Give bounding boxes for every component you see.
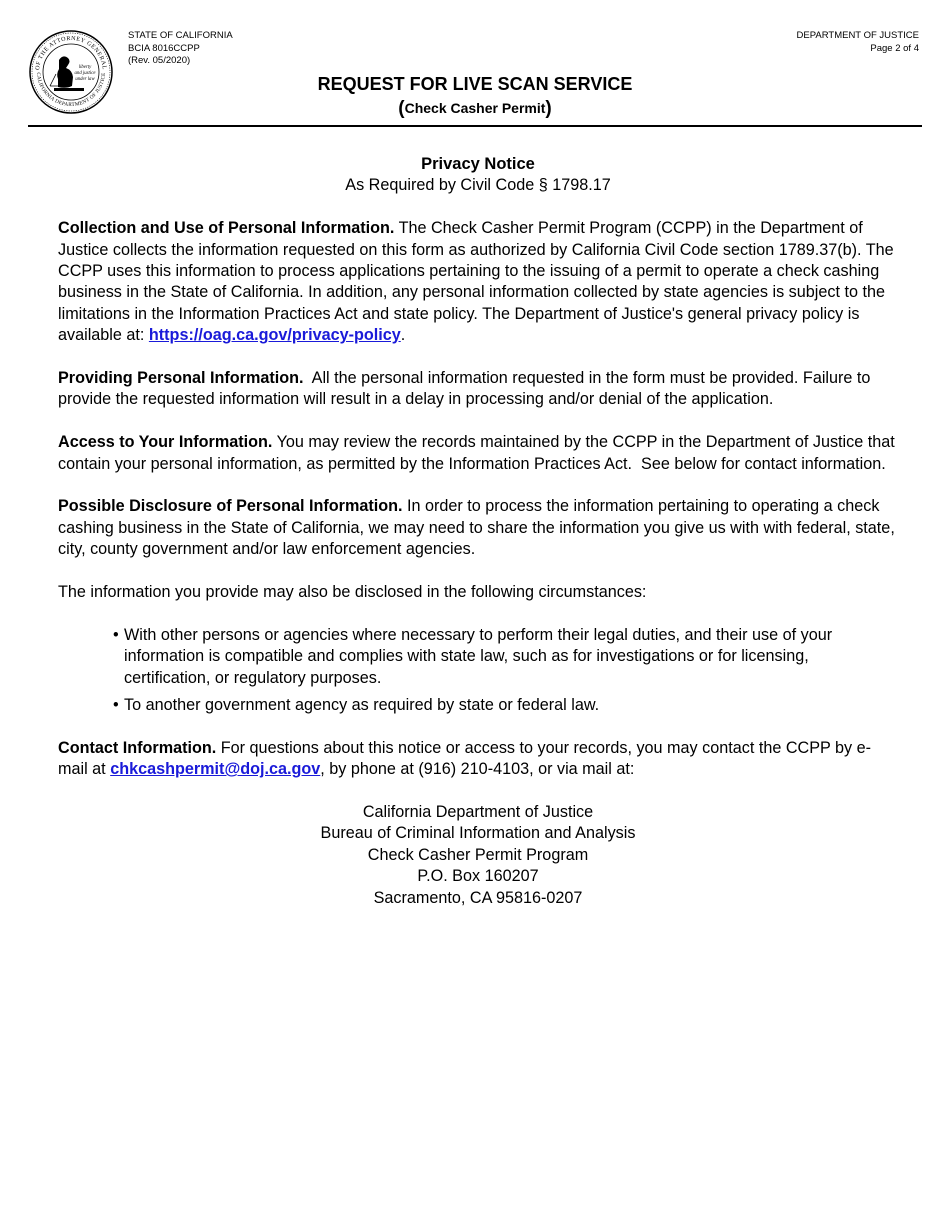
address-line: P.O. Box 160207	[417, 867, 539, 886]
disclosure-heading: Possible Disclosure of Personal Information.	[58, 497, 403, 516]
address-line: California Department of Justice	[362, 803, 594, 822]
seal-bottom-text: CALIFORNIA DEPARTMENT OF JUSTICE	[34, 72, 108, 109]
subtitle-open-paren: (	[398, 98, 405, 119]
state-label: STATE OF CALIFORNIA	[128, 30, 233, 41]
svg-text:OF THE ATTORNEY GENERAL	[35, 36, 107, 71]
address-line: Bureau of Criminal Information and Analysis	[320, 824, 636, 843]
subtitle-close-paren: )	[545, 98, 552, 119]
form-title: REQUEST FOR LIVE SCAN SERVICE	[317, 74, 633, 94]
contact-email-link[interactable]: chkcashpermit@doj.ca.gov	[110, 760, 321, 779]
header-divider	[28, 125, 922, 127]
collection-heading: Collection and Use of Personal Information.	[58, 219, 395, 238]
contact-text-1: For questions about this notice or access to your records, you may contact the CCPP by e-mail at	[58, 738, 871, 779]
revision-date: (Rev. 05/2020)	[128, 55, 191, 66]
collection-period: .	[400, 326, 406, 345]
providing-text: All the personal information requested in the form must be provided. Failure to provide the requested information will result in a delay in processing and/or denial of the application.	[58, 369, 875, 409]
bullet-text: To another government agency as required by state or federal law.	[124, 696, 600, 715]
seal-top-text: OF THE ATTORNEY GENERAL	[34, 35, 107, 71]
contact-paragraph	[58, 738, 898, 781]
privacy-policy-link[interactable]: https://oag.ca.gov/privacy-policy	[148, 326, 401, 345]
access-heading: Access to Your Information.	[58, 433, 273, 452]
disclosure-list	[113, 625, 898, 717]
header-left-block	[128, 30, 233, 68]
collection-paragraph	[58, 218, 898, 346]
privacy-notice-body	[58, 154, 898, 909]
disclosure-paragraph	[58, 496, 898, 560]
form-subtitle	[0, 97, 950, 119]
address-line: Check Casher Permit Program	[367, 845, 589, 864]
providing-paragraph	[58, 368, 898, 411]
seal-motto-1: liberty	[78, 65, 92, 70]
collection-text: The Check Casher Permit Program (CCPP) in the Department of Justice collects the information requested on this form as authorized by California Civil Code section 1789.37(b). The CCPP uses this information to process applications pertaining to the issuing of a permit to operate a check cashing business in the State of California. In addition, any personal information collected by state agencies is subject to the limitations in the Information Practices Act and state policy. The Department of Justice's general privacy policy is available at:	[58, 219, 894, 345]
list-item: • With other persons or agencies where necessary to perform their legal duties, and their use of your information is compatible and complies with state law, such as for investigations or for licensing, certification, or regulatory purposes.	[113, 625, 833, 687]
bullet-text: With other persons or agencies where necessary to perform their legal duties, and their use of your information is compatible and complies with state law, such as for investigations or for licensing, certification, or regulatory purposes.	[124, 625, 833, 687]
subtitle-text: Check Casher Permit	[404, 100, 546, 116]
address-line: Sacramento, CA 95816-0207	[373, 888, 583, 907]
also-disclosed-text: The information you provide may also be disclosed in the following circumstances:	[58, 583, 647, 602]
mailing-address	[58, 802, 898, 909]
providing-heading: Providing Personal Information.	[58, 369, 304, 388]
privacy-notice-title: Privacy Notice	[421, 155, 535, 173]
contact-heading: Contact Information.	[58, 738, 217, 757]
seal-motto-3: under law	[75, 77, 95, 82]
header-right-block	[797, 30, 919, 55]
access-paragraph	[58, 432, 898, 475]
contact-text-2: , by phone at (916) 210-4103, or via mail at:	[320, 760, 635, 779]
seal-motto-2: and justice	[74, 71, 96, 76]
list-item: • To another government agency as required by state or federal law.	[113, 696, 600, 715]
disclosure-text: In order to process the information pertaining to operating a check cashing business in the State of California, we may need to share the information you give us with with federal, state, city, county government and/or law enforcement agencies.	[58, 497, 895, 559]
form-number: BCIA 8016CCPP	[128, 42, 200, 54]
privacy-notice-subtitle: As Required by Civil Code § 1798.17	[345, 176, 611, 195]
page-number: Page 2 of 4	[870, 42, 919, 54]
access-text: You may review the records maintained by the CCPP in the Department of Justice that contain your personal information, as permitted by the Information Practices Act. See below for contact information.	[58, 433, 900, 473]
department-label: DEPARTMENT OF JUSTICE	[796, 30, 919, 41]
